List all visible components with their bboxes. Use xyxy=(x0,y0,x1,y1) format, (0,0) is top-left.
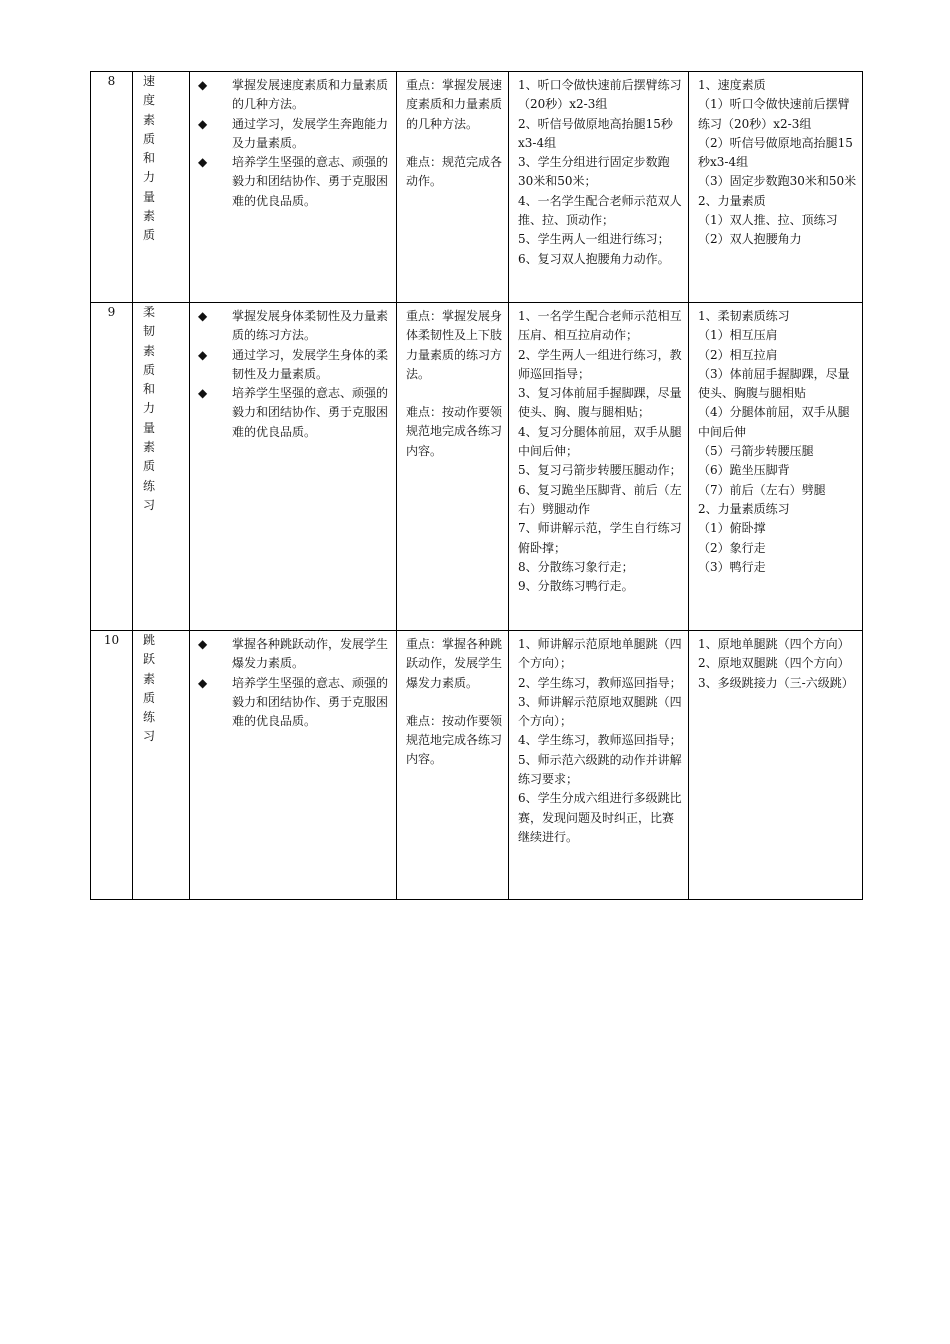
diamond-bullet-icon: ◆ xyxy=(198,155,208,170)
diamond-bullet-icon: ◆ xyxy=(198,309,208,323)
table-row xyxy=(91,303,863,631)
lesson-topic: 跳跃素质练习 xyxy=(143,633,168,744)
lesson-number: 10 xyxy=(91,631,133,900)
table-row xyxy=(91,72,863,303)
lesson-number: 9 xyxy=(91,303,133,631)
goal-item: ◆ 培养学生坚强的意志、顽强的毅力和团结协作、勇于克服困难的优良品质。 xyxy=(198,384,390,442)
step-item: 5、师示范六级跳的动作并讲解练习要求； xyxy=(518,752,682,787)
content-item: （3）固定步数跑30米和50米 xyxy=(698,174,857,189)
step-item: 8、分散练习象行走； xyxy=(518,559,634,574)
content-item: （1）双人推、拉、顶练习 xyxy=(698,213,838,228)
diamond-bullet-icon: ◆ xyxy=(198,116,208,131)
content-item: （6）跪坐压脚背 xyxy=(698,463,790,478)
content-item: （3）鸭行走 xyxy=(698,559,766,574)
goal-item: ◆ 培养学生坚强的意志、顽强的毅力和团结协作、勇于克服困难的优良品质。 xyxy=(198,674,390,732)
step-item: 1、一名学生配合老师示范相互压肩、相互拉肩动作； xyxy=(518,309,682,343)
content-item: 2、力量素质 xyxy=(698,193,766,208)
step-item: 5、复习弓箭步转腰压腿动作； xyxy=(518,463,682,478)
lesson-goals xyxy=(190,303,396,630)
step-item: 1、听口令做快速前后摆臂练习（20秒）x2-3组 xyxy=(518,78,682,112)
key-difficulty xyxy=(397,631,508,899)
content-item: （2）双人抱腰角力 xyxy=(698,232,802,247)
step-item: 7、师讲解示范，学生自行练习俯卧撑； xyxy=(518,521,682,555)
step-item: 2、学生两人一组进行练习，教师巡回指导； xyxy=(518,347,682,381)
key-difficulty xyxy=(397,303,508,630)
goal-item: ◆ 通过学习，发展学生奔跑能力及力量素质。 xyxy=(198,115,390,154)
content-item: 1、柔韧素质练习 xyxy=(698,309,790,323)
step-item: 3、学生分组进行固定步数跑30米和50米； xyxy=(518,155,670,189)
step-item: 9、分散练习鸭行走。 xyxy=(518,579,634,594)
goal-item: ◆ 培养学生坚强的意志、顽强的毅力和团结协作、勇于克服困难的优良品质。 xyxy=(198,153,390,211)
goal-item: ◆ 通过学习，发展学生身体的柔韧性及力量素质。 xyxy=(198,346,390,385)
content-item: （1）听口令做快速前后摆臂练习（20秒）x2-3组 xyxy=(698,97,850,131)
step-item: 1、师讲解示范原地单腿跳（四个方向）； xyxy=(518,637,682,671)
diamond-bullet-icon: ◆ xyxy=(198,637,208,651)
goal-item: ◆ 掌握发展速度素质和力量素质的几种方法。 xyxy=(198,76,390,115)
step-item: 6、复习跪坐压脚背、前后（左右）劈腿动作 xyxy=(518,482,682,516)
content-item: （2）听信号做原地高抬腿15秒x3-4组 xyxy=(698,135,853,170)
step-item: 5、学生两人一组进行练习； xyxy=(518,232,670,247)
content-item: 2、原地双腿跳（四个方向） xyxy=(698,656,850,671)
content-item: （1）相互压肩 xyxy=(698,328,778,343)
content-item: （7）前后（左右）劈腿 xyxy=(698,482,826,497)
lesson-plan-table xyxy=(90,71,863,900)
content-item: （2）相互拉肩 xyxy=(698,347,778,362)
content-item: （3）体前屈手握脚踝，尽量使头、胸腹与腿相贴 xyxy=(698,366,850,401)
lesson-goals xyxy=(190,72,396,302)
key-point: 重点：掌握发展速度素质和力量素质的几种方法。 xyxy=(406,78,503,131)
step-item: 2、听信号做原地高抬腿15秒x3-4组 xyxy=(518,116,673,150)
step-item: 6、复习双人抱腰角力动作。 xyxy=(518,251,670,266)
difficulty-point: 难点：规范完成各动作。 xyxy=(406,154,503,189)
step-item: 4、复习分腿体前屈，双手从腿中间后伸； xyxy=(518,424,682,459)
practice-content xyxy=(689,72,862,302)
diamond-bullet-icon: ◆ xyxy=(198,347,208,362)
diamond-bullet-icon: ◆ xyxy=(198,78,208,92)
practice-content xyxy=(689,303,862,630)
table-row xyxy=(91,631,863,900)
lesson-topic: 柔韧素质和力量素质练习 xyxy=(143,305,168,512)
content-item: （5）弓箭步转腰压腿 xyxy=(698,444,814,459)
goal-item: ◆ 掌握发展身体柔韧性及力量素质的练习方法。 xyxy=(198,307,390,346)
key-point: 重点：掌握发展身体柔韧性及上下肢力量素质的练习方法。 xyxy=(406,309,503,381)
lesson-topic: 速度素质和力量素质 xyxy=(143,74,168,243)
practice-content xyxy=(689,631,862,899)
step-item: 4、一名学生配合老师示范双人推、拉、顶动作； xyxy=(518,193,682,228)
teaching-steps xyxy=(509,303,688,630)
teaching-steps xyxy=(509,631,688,899)
step-item: 6、学生分成六组进行多级跳比赛，发现问题及时纠正，比赛继续进行。 xyxy=(518,791,682,844)
key-point: 重点：掌握各种跳跃动作，发展学生爆发力素质。 xyxy=(406,637,503,690)
content-item: （1）俯卧撑 xyxy=(698,521,766,536)
step-item: 3、师讲解示范原地双腿跳（四个方向）； xyxy=(518,694,682,729)
diamond-bullet-icon: ◆ xyxy=(198,386,208,401)
difficulty-point: 难点：按动作要领规范地完成各练习内容。 xyxy=(406,405,503,458)
goal-item: ◆ 掌握各种跳跃动作，发展学生爆发力素质。 xyxy=(198,635,390,674)
content-item: （2）象行走 xyxy=(698,540,766,555)
step-item: 4、学生练习，教师巡回指导； xyxy=(518,733,682,748)
lesson-number: 8 xyxy=(91,72,133,303)
teaching-steps xyxy=(509,72,688,302)
diamond-bullet-icon: ◆ xyxy=(198,675,208,690)
content-item: 1、原地单腿跳（四个方向） xyxy=(698,637,850,651)
content-item: 3、多级跳接力（三-六级跳） xyxy=(698,675,854,690)
key-difficulty xyxy=(397,72,508,302)
step-item: 3、复习体前屈手握脚踝，尽量使头、胸、腹与腿相贴； xyxy=(518,386,682,420)
lesson-goals xyxy=(190,631,396,899)
difficulty-point: 难点：按动作要领规范地完成各练习内容。 xyxy=(406,713,503,767)
content-item: 2、力量素质练习 xyxy=(698,501,790,516)
content-item: 1、速度素质 xyxy=(698,78,766,92)
content-item: （4）分腿体前屈，双手从腿中间后伸 xyxy=(698,405,850,439)
step-item: 2、学生练习，教师巡回指导； xyxy=(518,675,682,690)
